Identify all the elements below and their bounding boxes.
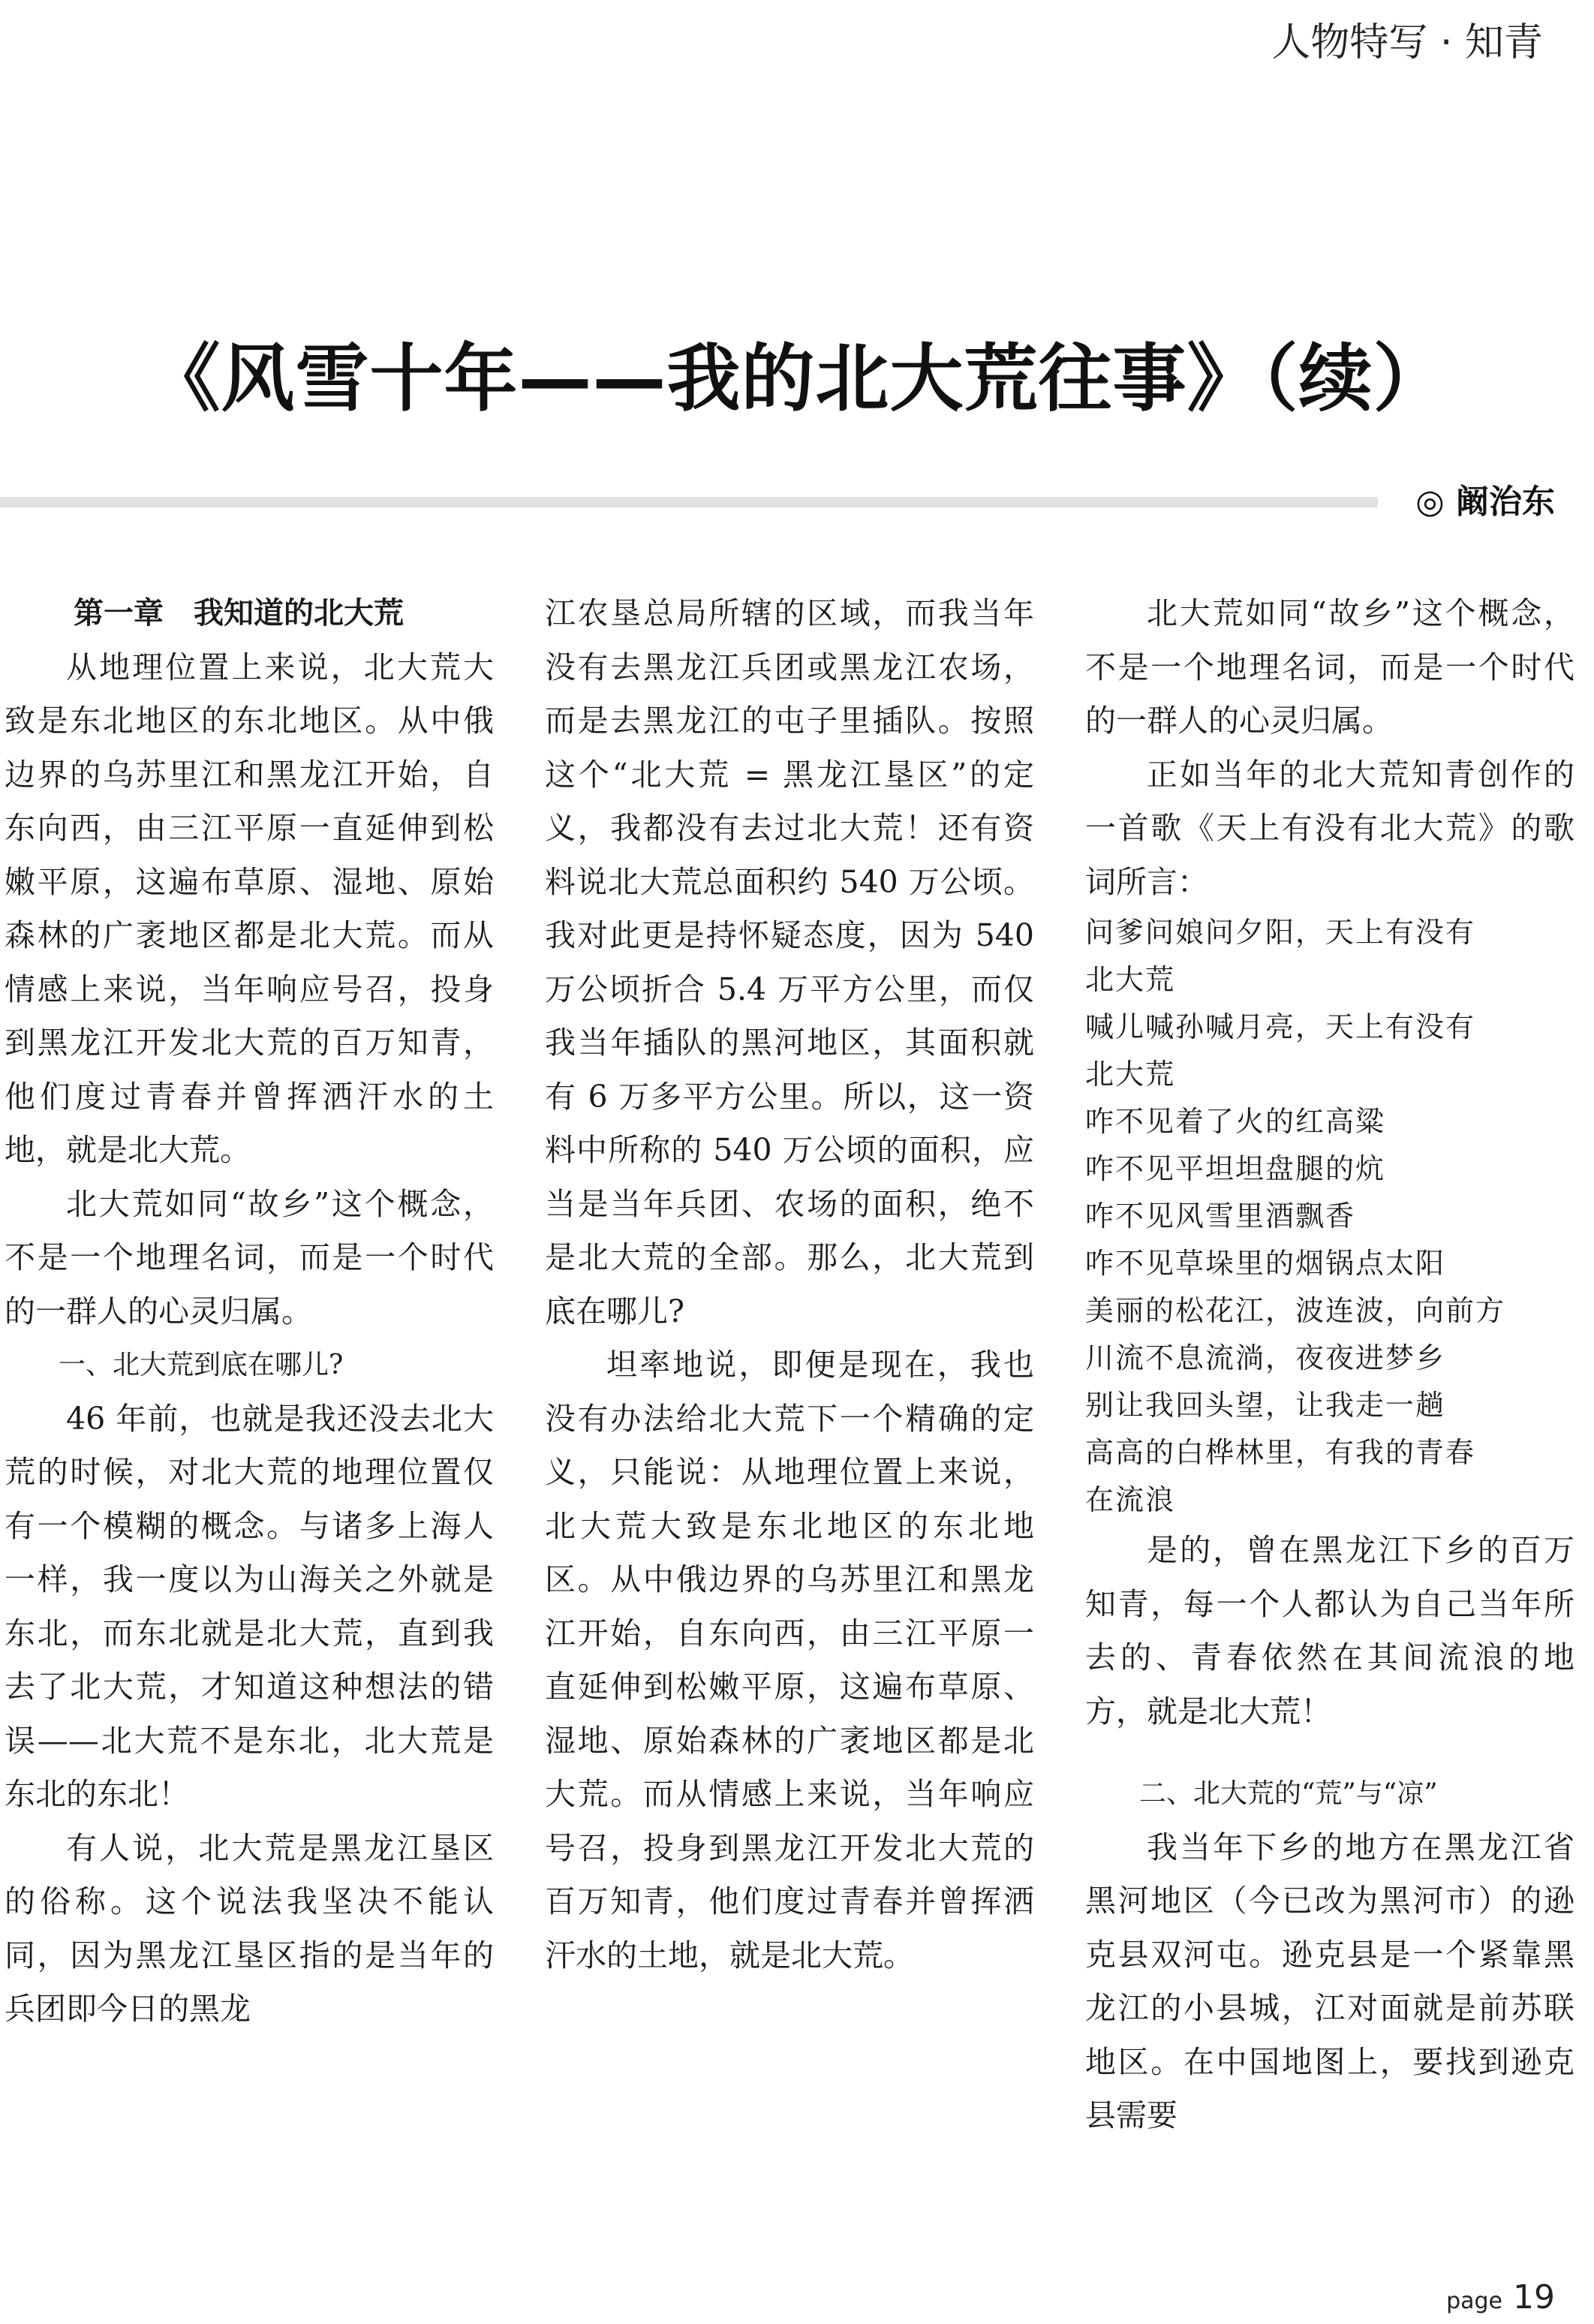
lyric-line: 咋不见草垛里的烟锅点太阳 <box>1085 1247 1446 1280</box>
paragraph: 坦率地说，即便是现在，我也没有办法给北大荒下一个精确的定义，只能说：从地理位置上来说，北大荒大致是东北地区的东北地区。从中俄边界的乌苏里江和黑龙江开始，自东向西，由三江平原一直延伸到松嫩平原，这遍布草原、湿地、原始森林的广袤地区都是北大荒。而从情感上来说，当年响应号召，投身到黑龙江开发北大荒的百万知青，他们度过青春并曾挥洒汗水的土地，就是北大荒。 <box>545 1347 1034 1973</box>
lyric-line: 咋不见着了火的红高粱 <box>1085 1105 1386 1138</box>
lyric-line: 咋不见风雪里酒飘香 <box>1085 1200 1356 1233</box>
paragraph: 是的，曾在黑龙江下乡的百万知青，每一个人都认为自己当年所去的、青春依然在其间流浪的地方，就是北大荒！ <box>1085 1532 1574 1729</box>
paragraph: 正如当年的北大荒知青创作的一首歌《天上有没有北大荒》的歌词所言： <box>1085 756 1574 900</box>
lyric-line: 在流浪 <box>1085 1483 1176 1516</box>
lyric-line: 高高的白桦林里，有我的青春 <box>1085 1436 1476 1469</box>
paragraph: 北大荒如同“故乡”这个概念，不是一个地理名词，而是一个时代的一群人的心灵归属。 <box>1085 595 1574 739</box>
lyric-line: 北大荒 <box>1085 1058 1176 1091</box>
article-title: 《风雪十年——我的北大荒往事》（续） <box>146 336 1448 422</box>
section-label: 人物特写 · 知青 <box>1271 20 1543 65</box>
paragraph: 46 年前，也就是我还没去北大荒的时候，对北大荒的地理位置仅有一个模糊的概念。与诸多上海人一样，我一度以为山海关之外就是东北，而东北就是北大荒，直到我去了北大荒，才知道这种想法的错误——北大荒不是东北，北大荒是东北的东北！ <box>5 1400 494 1812</box>
lyric-line: 问爹问娘问夕阳，天上有没有 <box>1085 916 1476 949</box>
lyric-line: 喊儿喊孙喊月亮，天上有没有 <box>1085 1010 1476 1043</box>
song-lyrics <box>1085 909 1574 1524</box>
lyric-line: 美丽的松花江，波连波，向前方 <box>1085 1294 1506 1327</box>
paragraph: 有人说，北大荒是黑龙江垦区的俗称。这个说法我坚决不能认同，因为黑龙江垦区指的是当年的兵团即今日的黑龙 <box>5 1829 494 2027</box>
lyric-line: 北大荒 <box>1085 963 1176 996</box>
page-number: 19 <box>1513 2278 1555 2316</box>
paragraph: 江农垦总局所辖的区域，而我当年没有去黑龙江兵团或黑龙江农场，而是去黑龙江的屯子里插队。按照这个“北大荒 = 黑龙江垦区”的定义，我都没有去过北大荒！还有资料说北大荒总面积约 540 万公顷。我对此更是持怀疑态度，因为 540 万公顷折合 5.4 万平方公里，而仅我当年插队的黑河地区，其面积就有 6 万多平方公里。所以，这一资料中所称的 540 万公顷的面积，应当是当年兵团、农场的面积，绝不是北大荒的全部。那么，北大荒到底在哪儿? <box>545 595 1034 1329</box>
column-1 <box>5 587 494 2037</box>
paragraph: 从地理位置上来说，北大荒大致是东北地区的东北地区。从中俄边界的乌苏里江和黑龙江开始，自东向西，由三江平原一直延伸到松嫩平原，这遍布草原、湿地、原始森林的广袤地区都是北大荒。而从情感上来说，当年响应号召，投身到黑龙江开发北大荒的百万知青，他们度过青春并曾挥洒汗水的土地，就是北大荒。 <box>5 649 494 1168</box>
chapter-heading: 第一章 我知道的北大荒 <box>74 596 404 631</box>
lyric-line: 别让我回头望，让我走一趟 <box>1085 1389 1446 1422</box>
column-3 <box>1085 587 1574 2143</box>
page-label: page <box>1446 2288 1502 2314</box>
lyric-line: 川流不息流淌，夜夜进梦乡 <box>1085 1341 1446 1374</box>
title-rule <box>0 497 1378 507</box>
column-2 <box>545 587 1034 1982</box>
paragraph: 我当年下乡的地方在黑龙江省黑河地区（今已改为黑河市）的逊克县双河屯。逊克县是一个紧靠黑龙江的小县城，江对面就是前苏联地区。在中国地图上，要找到逊克县需要 <box>1085 1829 1574 2133</box>
author-byline: ◎ 阚治东 <box>1415 483 1555 521</box>
lyric-line: 咋不见平坦坦盘腿的炕 <box>1085 1152 1386 1185</box>
subheading: 二、北大荒的“荒”与“凉” <box>1139 1778 1438 1809</box>
subheading: 一、北大荒到底在哪儿? <box>59 1350 344 1380</box>
paragraph: 北大荒如同“故乡”这个概念，不是一个地理名词，而是一个时代的一群人的心灵归属。 <box>5 1185 494 1329</box>
page-footer <box>1446 2278 1555 2316</box>
